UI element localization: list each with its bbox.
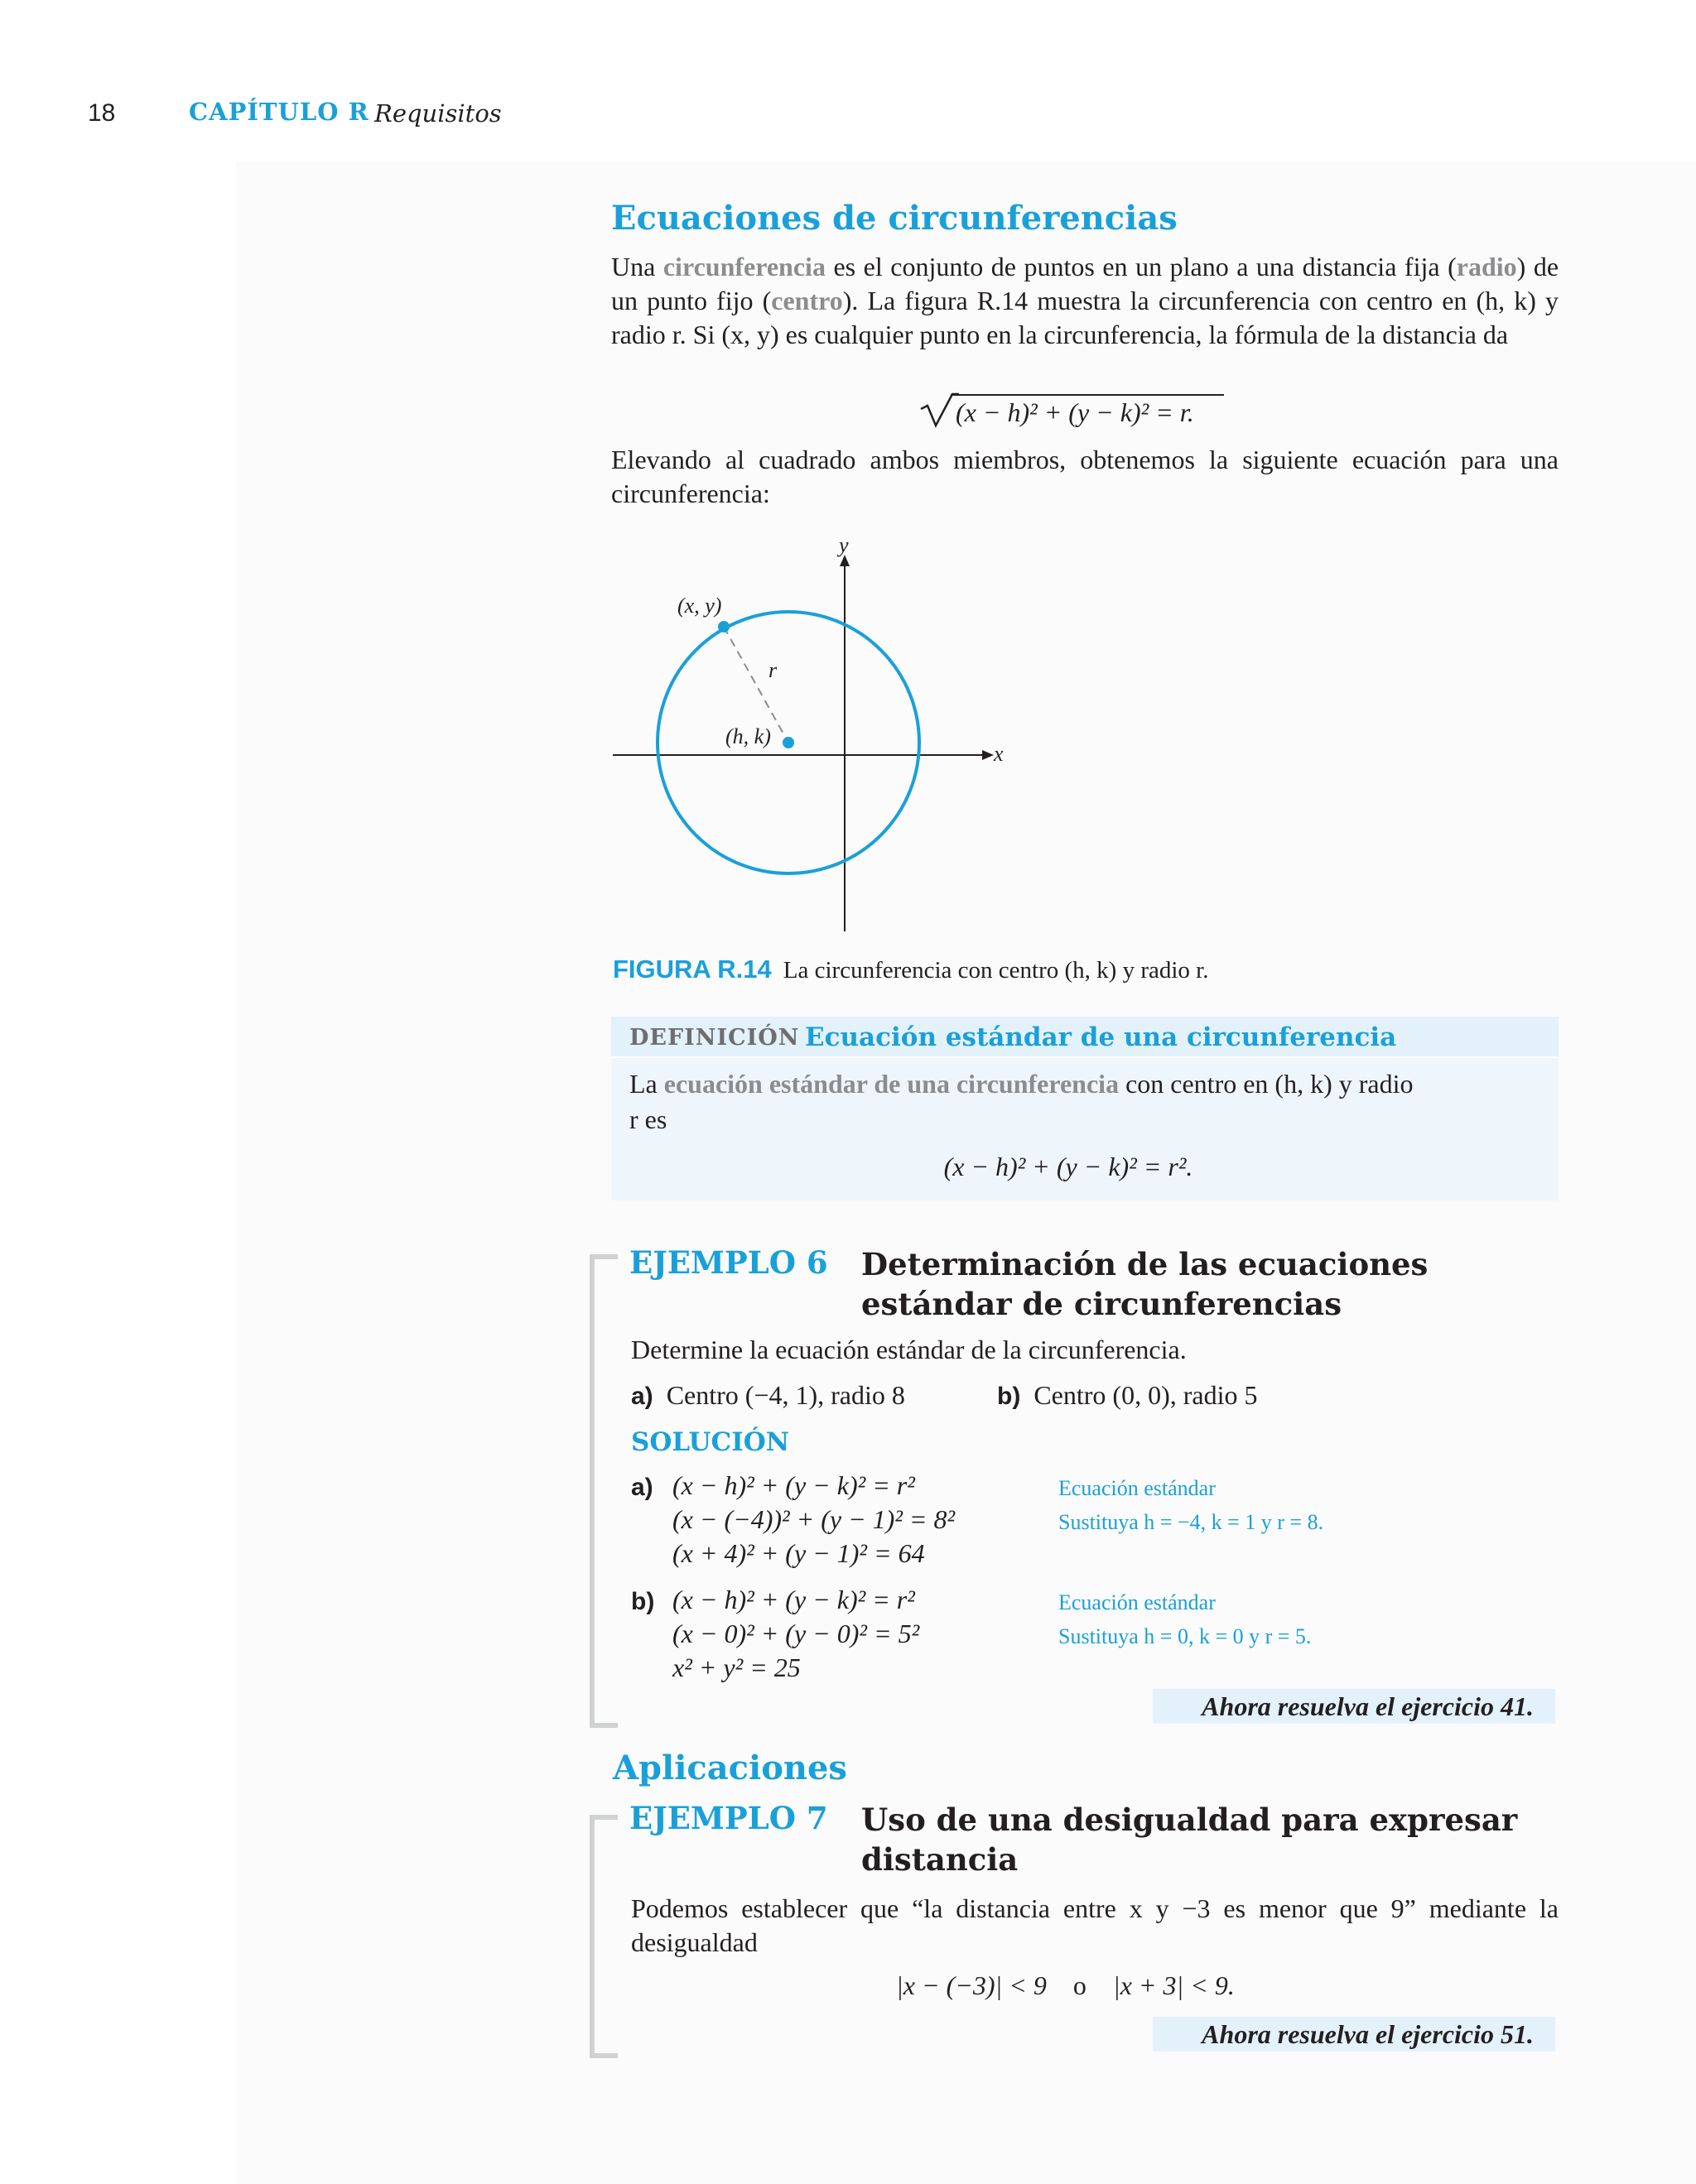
figure-caption (613, 955, 1208, 984)
example7-title-line2: distancia (861, 1841, 1019, 1878)
chapter-label: CAPÍTULO R (189, 98, 369, 126)
def-term: ecuación estándar de una circunferencia (663, 1069, 1120, 1099)
intro-text-3: ) de un punto fijo ( (611, 252, 1559, 315)
intro-text-1: Una (611, 252, 663, 281)
definition-header (611, 1017, 1559, 1058)
circle-figure (605, 530, 1035, 936)
sol-b-note1: Ecuación estándar (1058, 1590, 1216, 1614)
intro-text-4: ). La figura R.14 muestra la circunferencia con centro en (h, k) y radio r. Si (x, y) es cualquier punto en la circunferencia, la fórmula de la distancia da (611, 286, 1559, 349)
def-text-3: r es (629, 1104, 667, 1134)
intro-paragraph (611, 250, 1559, 352)
example7-title (861, 1800, 1517, 1879)
example6-solution-label: SOLUCIÓN (631, 1427, 790, 1457)
def-text-1: La (629, 1069, 664, 1099)
point-label: (x, y) (677, 594, 722, 618)
example7-bracket (590, 1815, 618, 2058)
sol-b-label: b) (631, 1588, 655, 1615)
section-title-circunferencias: Ecuaciones de circunferencias (611, 199, 1178, 238)
example7-inequality (896, 1970, 1235, 2001)
paragraph-2: Elevando al cuadrado ambos miembros, obtenemos la siguiente ecuación para una circunferencia: (611, 445, 1559, 508)
term-circunferencia: circunferencia (662, 252, 826, 281)
term-radio: radio (1456, 252, 1517, 281)
sqrt-bar (951, 394, 1224, 396)
part-a-text: Centro (−4, 1), radio 8 (666, 1380, 905, 1410)
point-xy (718, 621, 730, 633)
center-label: (h, k) (725, 724, 771, 748)
sol-a-note1: Ecuación estándar (1058, 1476, 1216, 1500)
def-text-2: con centro en (h, k) y radio (1119, 1069, 1414, 1099)
part-a-label: a) (631, 1383, 653, 1410)
example6-now-exercise: Ahora resuelva el ejercicio 41. (1153, 1689, 1555, 1724)
sol-b-line2: (x − 0)² + (y − 0)² = 5² (672, 1619, 920, 1648)
caption-text: La circunferencia con centro (h, k) y radio r. (783, 957, 1209, 984)
example6-prompt: Determine la ecuación estándar de la circunferencia. (631, 1335, 1187, 1364)
definition-equation: (x − h)² + (y − k)² = r². (943, 1152, 1193, 1181)
inequality-connector: o (1072, 1970, 1086, 2000)
distance-formula (919, 389, 1267, 431)
sol-a-label: a) (631, 1474, 653, 1501)
chapter-subtitle: Requisitos (374, 99, 502, 127)
distance-formula-text: (x − h)² + (y − k)² = r. (956, 397, 1194, 427)
page-number: 18 (88, 99, 116, 127)
center-point (783, 737, 794, 748)
sol-a-note2: Sustituya h = −4, k = 1 y r = 8. (1058, 1510, 1324, 1534)
example6-label: EJEMPLO 6 (629, 1244, 828, 1281)
radius-label: r (768, 658, 778, 682)
part-b-text: Centro (0, 0), radio 5 (1034, 1380, 1258, 1410)
example7-text: Podemos establecer que “la distancia entre x y −3 es menor que 9” mediante la desigualdad (631, 1893, 1559, 1957)
intro-text-2: es el conjunto de puntos en un plano a una distancia fija ( (825, 252, 1457, 281)
sol-a-line2: (x − (−4))² + (y − 1)² = 8² (672, 1504, 956, 1534)
example6-part-a (631, 1380, 905, 1411)
example6-title-line2: estándar de circunferencias (861, 1286, 1342, 1322)
inequality-2: |x + 3| < 9. (1112, 1970, 1235, 2000)
y-axis-label: y (839, 533, 849, 557)
example6-bracket (590, 1254, 618, 1728)
part-b-label: b) (997, 1383, 1021, 1410)
sol-b-note2: Sustituya h = 0, k = 0 y r = 5. (1058, 1624, 1312, 1648)
example7-label: EJEMPLO 7 (629, 1800, 828, 1836)
example7-now-exercise: Ahora resuelva el ejercicio 51. (1153, 2017, 1555, 2052)
sol-b-line1: (x − h)² + (y − k)² = r² (672, 1585, 915, 1614)
definition-label: DEFINICIÓN (629, 1025, 800, 1051)
example7-title-line1: Uso de una desigualdad para expresar (861, 1802, 1518, 1838)
example6-part-b (997, 1380, 1257, 1411)
sol-a-line3: (x + 4)² + (y − 1)² = 64 (672, 1538, 925, 1568)
example6-title (861, 1244, 1428, 1324)
definition-box (611, 1017, 1559, 1200)
inequality-1: |x − (−3)| < 9 (896, 1970, 1047, 2000)
x-axis-label: x (994, 742, 1004, 766)
x-axis-arrow (982, 750, 994, 760)
term-centro: centro (771, 286, 843, 315)
example6-title-line1: Determinación de las ecuaciones (861, 1246, 1429, 1282)
section-title-aplicaciones: Aplicaciones (613, 1749, 847, 1787)
caption-label: FIGURA R.14 (613, 955, 772, 984)
sol-a-line1: (x − h)² + (y − k)² = r² (672, 1470, 915, 1500)
definition-body (629, 1066, 1540, 1185)
sol-b-line3: x² + y² = 25 (672, 1652, 801, 1682)
definition-title: Ecuación estándar de una circunferencia (805, 1022, 1397, 1052)
